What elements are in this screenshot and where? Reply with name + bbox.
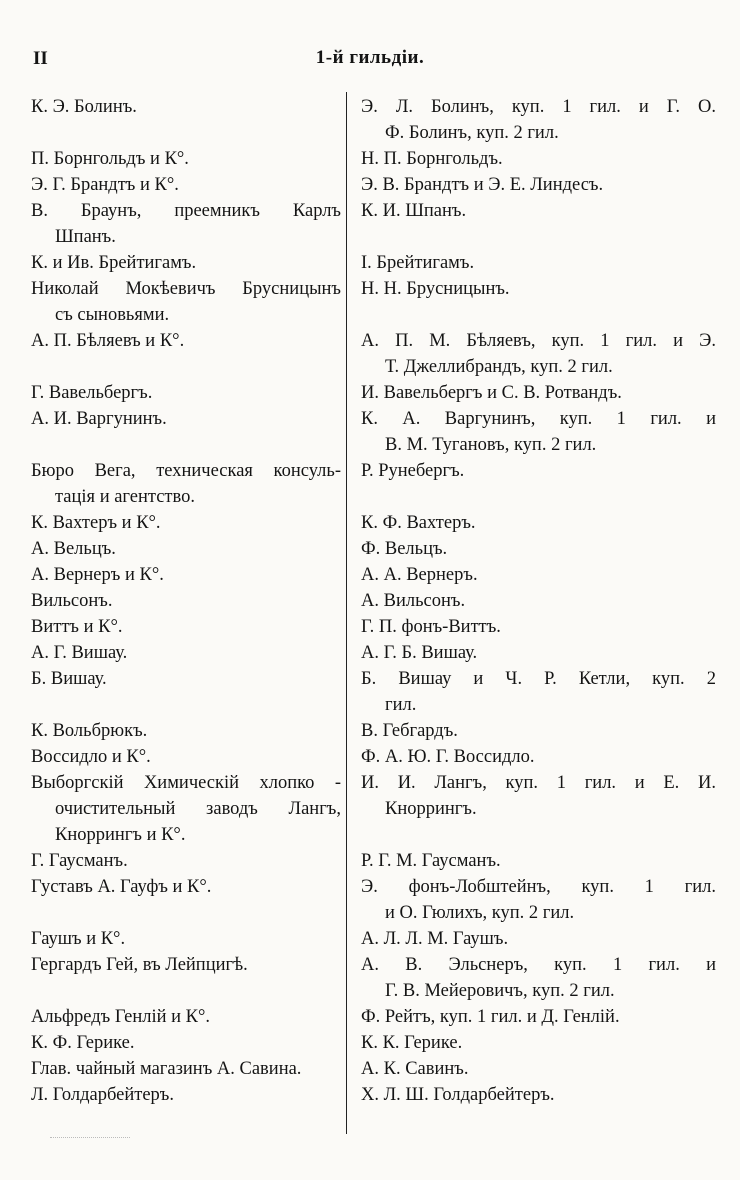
owner-entry-line: И. И. Лангъ, куп. 1 гил. и Е. И. [361,773,716,793]
firm-entry-line: К. и Ив. Брейтигамъ. [31,253,197,273]
owner-entry [361,562,716,588]
owner-entry-line: Б. Вишау и Ч. Р. Кетли, куп. 2 [361,669,716,689]
owner-entry [361,146,716,172]
firm-entry [31,1004,341,1030]
owner-entry [361,458,716,484]
owner-entry-line: В. Гебгардъ. [361,721,458,741]
firm-entry-line: Альфредъ Генлій и К°. [31,1007,211,1027]
firm-entry [31,510,341,536]
firm-entry-line: А. Г. Вишау. [31,643,128,663]
firm-entry [31,562,341,588]
owner-entry-line: Т. Джеллибрандъ, куп. 2 гил. [385,357,613,377]
firm-entry-line: Г. Гаусманъ. [31,851,128,871]
firm-entry [31,250,341,276]
firm-entry-line: Николай Мокѣевичъ Брусницынъ [31,279,341,299]
firm-entry-line: Б. Вишау. [31,669,107,689]
column-divider [346,92,347,1134]
firm-entry [31,94,341,120]
owner-entry-line: К. Ф. Вахтеръ. [361,513,476,533]
firm-entry [31,874,341,900]
owner-entry [361,770,716,822]
firm-entry-line: Гаушъ и К°. [31,929,126,949]
owner-entry-line: Ф. Вельцъ. [361,539,448,559]
firm-entry [31,1056,341,1082]
firm-entry-line: Гергардъ Гей, въ Лейпцигѣ. [31,955,248,975]
owner-entry [361,198,716,224]
firm-entry [31,848,341,874]
owner-entry [361,380,716,406]
owner-entry [361,276,716,302]
owner-entry-line: Э. Л. Болинъ, куп. 1 гил. и Г. О. [361,97,716,117]
owner-entry-line: В. М. Тугановъ, куп. 2 гил. [385,435,597,455]
firm-entry [31,328,341,354]
firm-entry [31,718,341,744]
firm-entry-line: Виттъ и К°. [31,617,123,637]
firm-entry-line: Э. Г. Брандтъ и К°. [31,175,179,195]
firm-entry-line: В. Браунъ, преемникъ Карлъ [31,201,341,221]
firm-entry [31,640,341,666]
firm-entry [31,1082,341,1108]
owner-entry [361,328,716,380]
firm-entry-line: А. П. Бѣляевъ и К°. [31,331,185,351]
firm-entry-line: А. И. Варгунинъ. [31,409,167,429]
owner-entry-line: Н. Н. Брусницынъ. [361,279,510,299]
firm-entry-line: П. Борнгольдъ и К°. [31,149,189,169]
owner-entry [361,1082,716,1108]
owner-entry-line: Р. Рунебергъ. [361,461,465,481]
firm-entry-line: К. Ф. Герике. [31,1033,135,1053]
firm-entry-line: Л. Голдарбейтеръ. [31,1085,174,1105]
running-head: 1-й гильдіи. [315,47,425,68]
firm-entry [31,536,341,562]
firm-entry [31,198,341,250]
owner-entry-line: Р. Г. М. Гаусманъ. [361,851,501,871]
firm-entry-line: Густавъ А. Гауфъ и К°. [31,877,212,897]
firm-entry [31,406,341,432]
firm-entry [31,952,341,978]
firm-entry-line: К. Вахтеръ и К°. [31,513,161,533]
owner-entry-line: I. Брейтигамъ. [361,253,475,273]
owner-entry-line: А. Г. Б. Вишау. [361,643,478,663]
firm-entry [31,172,341,198]
firm-entry-line: тація и агентство. [55,487,195,507]
owner-entry-line: Э. В. Брандтъ и Э. Е. Линдесъ. [361,175,604,195]
firm-entry-line: Выборгскій Химическій хлопко - [31,773,341,793]
firm-entry-line: Воссидло и К°. [31,747,151,767]
owner-entry [361,926,716,952]
owner-entry [361,1056,716,1082]
bottom-rule [50,1137,130,1138]
owner-entry [361,848,716,874]
owner-entry [361,536,716,562]
owner-entry-line: А. К. Савинъ. [361,1059,469,1079]
owner-entry [361,588,716,614]
owner-entry-line: Ф. А. Ю. Г. Воссидло. [361,747,535,767]
owner-entry-line: А. В. Эльснеръ, куп. 1 гил. и [361,955,716,975]
owner-entry-line: А. Вильсонъ. [361,591,466,611]
firm-entry-line: К. Вольбрюкъ. [31,721,148,741]
owner-entry-line: Кноррингъ. [385,799,477,819]
firm-entry-line: Кноррингъ и К°. [55,825,186,845]
owner-entry [361,1030,716,1056]
owner-entry [361,510,716,536]
firm-entry [31,770,341,848]
owner-entry [361,744,716,770]
firm-entry-line: А. Вельцъ. [31,539,116,559]
firm-entry-line: Шпанъ. [55,227,116,247]
owner-entry-line: К. И. Шпанъ. [361,201,467,221]
firm-entry [31,666,341,692]
owner-entry-line: А. Л. Л. М. Гаушъ. [361,929,509,949]
owner-entry [361,406,716,458]
firm-entry-line: К. Э. Болинъ. [31,97,137,117]
firm-entry [31,926,341,952]
owner-entry [361,666,716,718]
owner-entry-line: Ф. Рейтъ, куп. 1 гил. и Д. Генлій. [361,1007,620,1027]
owner-entry-line: И. Вавельбергъ и С. В. Ротвандъ. [361,383,622,403]
firm-entry-line: очистительный заводъ Лангъ, [55,799,341,819]
firm-entry [31,458,341,510]
owner-entry-line: А. П. М. Бѣляевъ, куп. 1 гил. и Э. [361,331,716,351]
owner-entry-line: К. К. Герике. [361,1033,463,1053]
owner-entry-line: Ф. Болинъ, куп. 2 гил. [385,123,559,143]
firm-entry-line: Вильсонъ. [31,591,113,611]
owner-entry [361,94,716,146]
page-number: II [33,48,48,69]
owner-entry-line: А. А. Вернеръ. [361,565,478,585]
firm-entry [31,588,341,614]
firm-entry-line: Глав. чайный магазинъ А. Савина. [31,1059,302,1079]
owner-entry [361,172,716,198]
owner-entry [361,640,716,666]
firm-entry-line: А. Вернеръ и К°. [31,565,164,585]
owner-entry-line: Э. фонъ-Лобштейнъ, куп. 1 гил. [361,877,716,897]
firm-entry-line: съ сыновьями. [55,305,170,325]
firm-entry [31,614,341,640]
owner-entry [361,874,716,926]
owner-entry [361,718,716,744]
firm-entry [31,744,341,770]
firm-entry-line: Г. Вавельбергъ. [31,383,153,403]
firm-entry [31,380,341,406]
owner-entry [361,250,716,276]
firm-entry [31,276,341,328]
owner-entry-line: Х. Л. Ш. Голдарбейтеръ. [361,1085,555,1105]
owner-entry [361,1004,716,1030]
owner-entry [361,614,716,640]
owner-entry-line: К. А. Варгунинъ, куп. 1 гил. и [361,409,716,429]
owner-entry-line: гил. [385,695,417,715]
owner-entry-line: Г. В. Мейеровичъ, куп. 2 гил. [385,981,615,1001]
owner-entry-line: Г. П. фонъ-Виттъ. [361,617,501,637]
owner-entry [361,952,716,1004]
owner-entry-line: и О. Гюлихъ, куп. 2 гил. [385,903,575,923]
firm-entry-line: Бюро Вега, техническая консуль- [31,461,341,481]
owner-entry-line: Н. П. Борнгольдъ. [361,149,503,169]
firm-entry [31,1030,341,1056]
firm-entry [31,146,341,172]
